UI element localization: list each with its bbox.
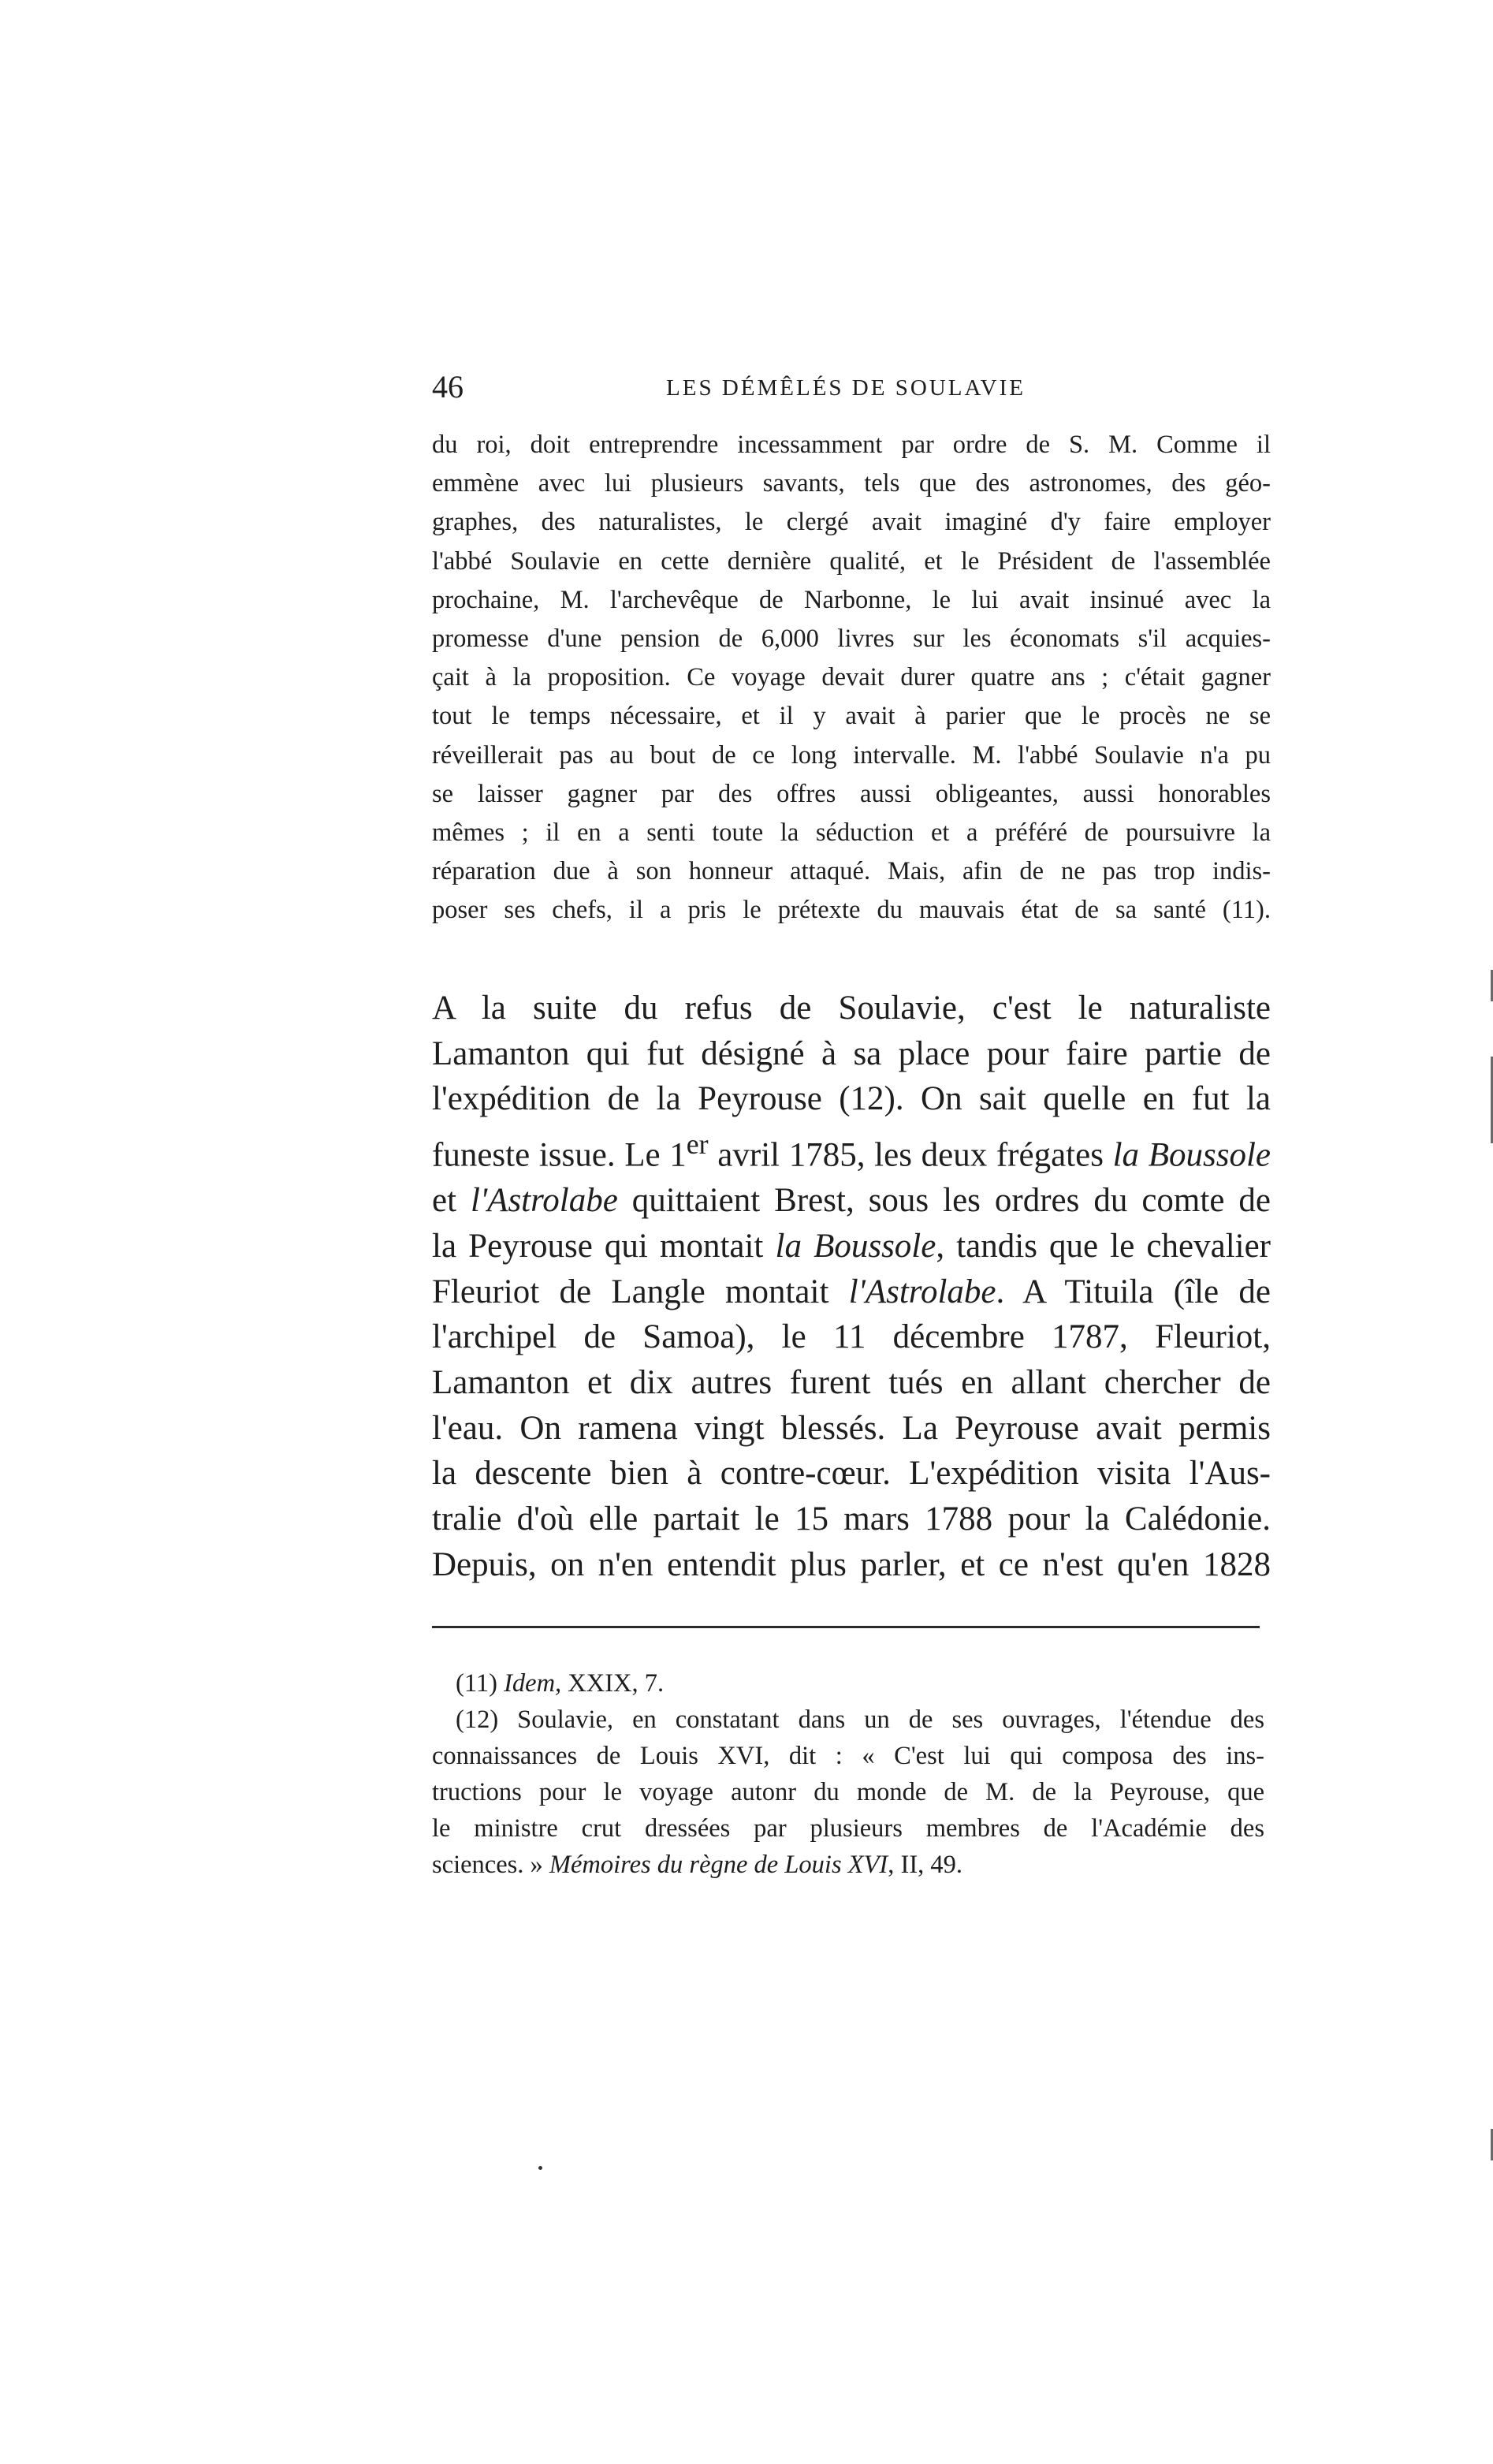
quote-line: prochaine, M. l'archevêque de Narbonne, le lui avait insinué avec la xyxy=(432,585,1271,614)
footnote-marker: (11) xyxy=(456,1669,504,1698)
ink-speck xyxy=(538,2166,542,2170)
quote-line: poser ses chefs, il a pris le prétexte du mauvais état de sa santé (11). xyxy=(432,896,1271,925)
footnote-text: , II, 49. xyxy=(888,1851,963,1879)
footnote-11 xyxy=(432,1665,1264,1702)
body-line: Lamanton et dix autres furent tués en allant chercher de xyxy=(432,1363,1271,1401)
text-run: la Peyrouse qui montait xyxy=(432,1227,776,1265)
footnote-line: tructions pour le voyage autonr du monde de M. de la Peyrouse, que xyxy=(432,1778,1264,1806)
quote-line: emmène avec lui plusieurs savants, tels que des astronomes, des géo- xyxy=(432,469,1271,498)
body-line: la descente bien à contre-cœur. L'expédition visita l'Aus- xyxy=(432,1455,1271,1493)
footnote-line: (12) Soulavie, en constatant dans un de ses ouvrages, l'étendue des xyxy=(456,1705,1264,1734)
body-line-ship-names xyxy=(432,1224,1271,1269)
ship-name: l'Astrolabe xyxy=(848,1273,996,1310)
footnote-line: le ministre crut dressées par plusieurs membres de l'Académie des xyxy=(432,1814,1264,1843)
footnote-line: connaissances de Louis XVI, dit : « C'est lui qui composa des ins- xyxy=(432,1742,1264,1770)
text-run: Fleuriot de Langle montait xyxy=(432,1273,849,1310)
quote-line: du roi, doit entreprendre incessamment par ordre de S. M. Comme il xyxy=(432,431,1271,459)
body-line: l'expédition de la Peyrouse (12). On sait quelle en fut la xyxy=(432,1080,1271,1118)
body-line-ship-names xyxy=(432,1178,1271,1224)
footnote-text: XXIX, 7. xyxy=(561,1669,665,1698)
quote-line: tout le temps nécessaire, et il y avait à parier que le procès ne se xyxy=(432,702,1271,731)
body-line-ship-names xyxy=(432,1122,1271,1178)
text-run: avril 1785, les deux frégates xyxy=(708,1136,1113,1174)
quoted-passage xyxy=(432,426,1271,930)
footnote-12 xyxy=(432,1702,1264,1883)
running-title: LES DÉMÊLÉS DE SOULAVIE xyxy=(666,375,1026,401)
main-paragraph xyxy=(432,986,1271,1587)
body-line: tralie d'où elle partait le 15 mars 1788 pour la Calédonie. xyxy=(432,1500,1271,1538)
text-run: , tandis que le chevalier xyxy=(936,1227,1271,1265)
body-line: l'eau. On ramena vingt blessés. La Peyrouse avait permis xyxy=(432,1409,1271,1447)
footnote-citation: Mémoires du règne de Louis XVI xyxy=(549,1851,888,1879)
ship-name: l'Astrolabe xyxy=(471,1182,618,1220)
footnote-text: sciences. » xyxy=(432,1851,549,1879)
body-line: Lamanton qui fut désigné à sa place pour faire partie de xyxy=(432,1034,1271,1072)
body-line: Depuis, on n'en entendit plus parler, et ce n'est qu'en 1828 xyxy=(432,1545,1271,1583)
text-run: . A Tituila (île de xyxy=(996,1273,1271,1310)
body-line-ship-names xyxy=(432,1269,1271,1315)
footnotes xyxy=(432,1665,1264,1883)
ship-name: la Boussole xyxy=(1112,1136,1271,1174)
quote-line: se laisser gagner par des offres aussi obligeantes, aussi honorables xyxy=(432,779,1271,808)
footnote-citation: Idem, xyxy=(504,1669,562,1698)
quote-line: l'abbé Soulavie en cette dernière qualité, et le Président de l'assemblée xyxy=(432,546,1271,576)
body-line: A la suite du refus de Soulavie, c'est le naturaliste xyxy=(432,990,1271,1027)
quote-line: réveillerait pas au bout de ce long intervalle. M. l'abbé Soulavie n'a pu xyxy=(432,740,1271,770)
quote-line: çait à la proposition. Ce voyage devait durer quatre ans ; c'était gagner xyxy=(432,663,1271,692)
page-number: 46 xyxy=(432,369,464,404)
running-head xyxy=(432,367,1260,415)
text-run: quittaient Brest, sous les ordres du comte de xyxy=(617,1182,1271,1220)
quote-line: graphes, des naturalistes, le clergé avait imaginé d'y faire employer xyxy=(432,508,1271,537)
text-run: funeste issue. Le 1 xyxy=(432,1136,687,1174)
ship-name: la Boussole xyxy=(775,1227,936,1265)
footnote-separator xyxy=(432,1626,1260,1628)
footnote-line xyxy=(432,1847,1264,1883)
quote-line: promesse d'une pension de 6,000 livres sur les économats s'il acquies- xyxy=(432,624,1271,654)
body-line: l'archipel de Samoa), le 11 décembre 1787, Fleuriot, xyxy=(432,1318,1271,1356)
quote-line: réparation due à son honneur attaqué. Mais, afin de ne pas trop indis- xyxy=(432,857,1271,886)
ordinal-superscript: er xyxy=(686,1128,709,1161)
quote-line: mêmes ; il en a senti toute la séduction et a préféré de poursuivre la xyxy=(432,818,1271,848)
text-run: et xyxy=(432,1182,471,1220)
